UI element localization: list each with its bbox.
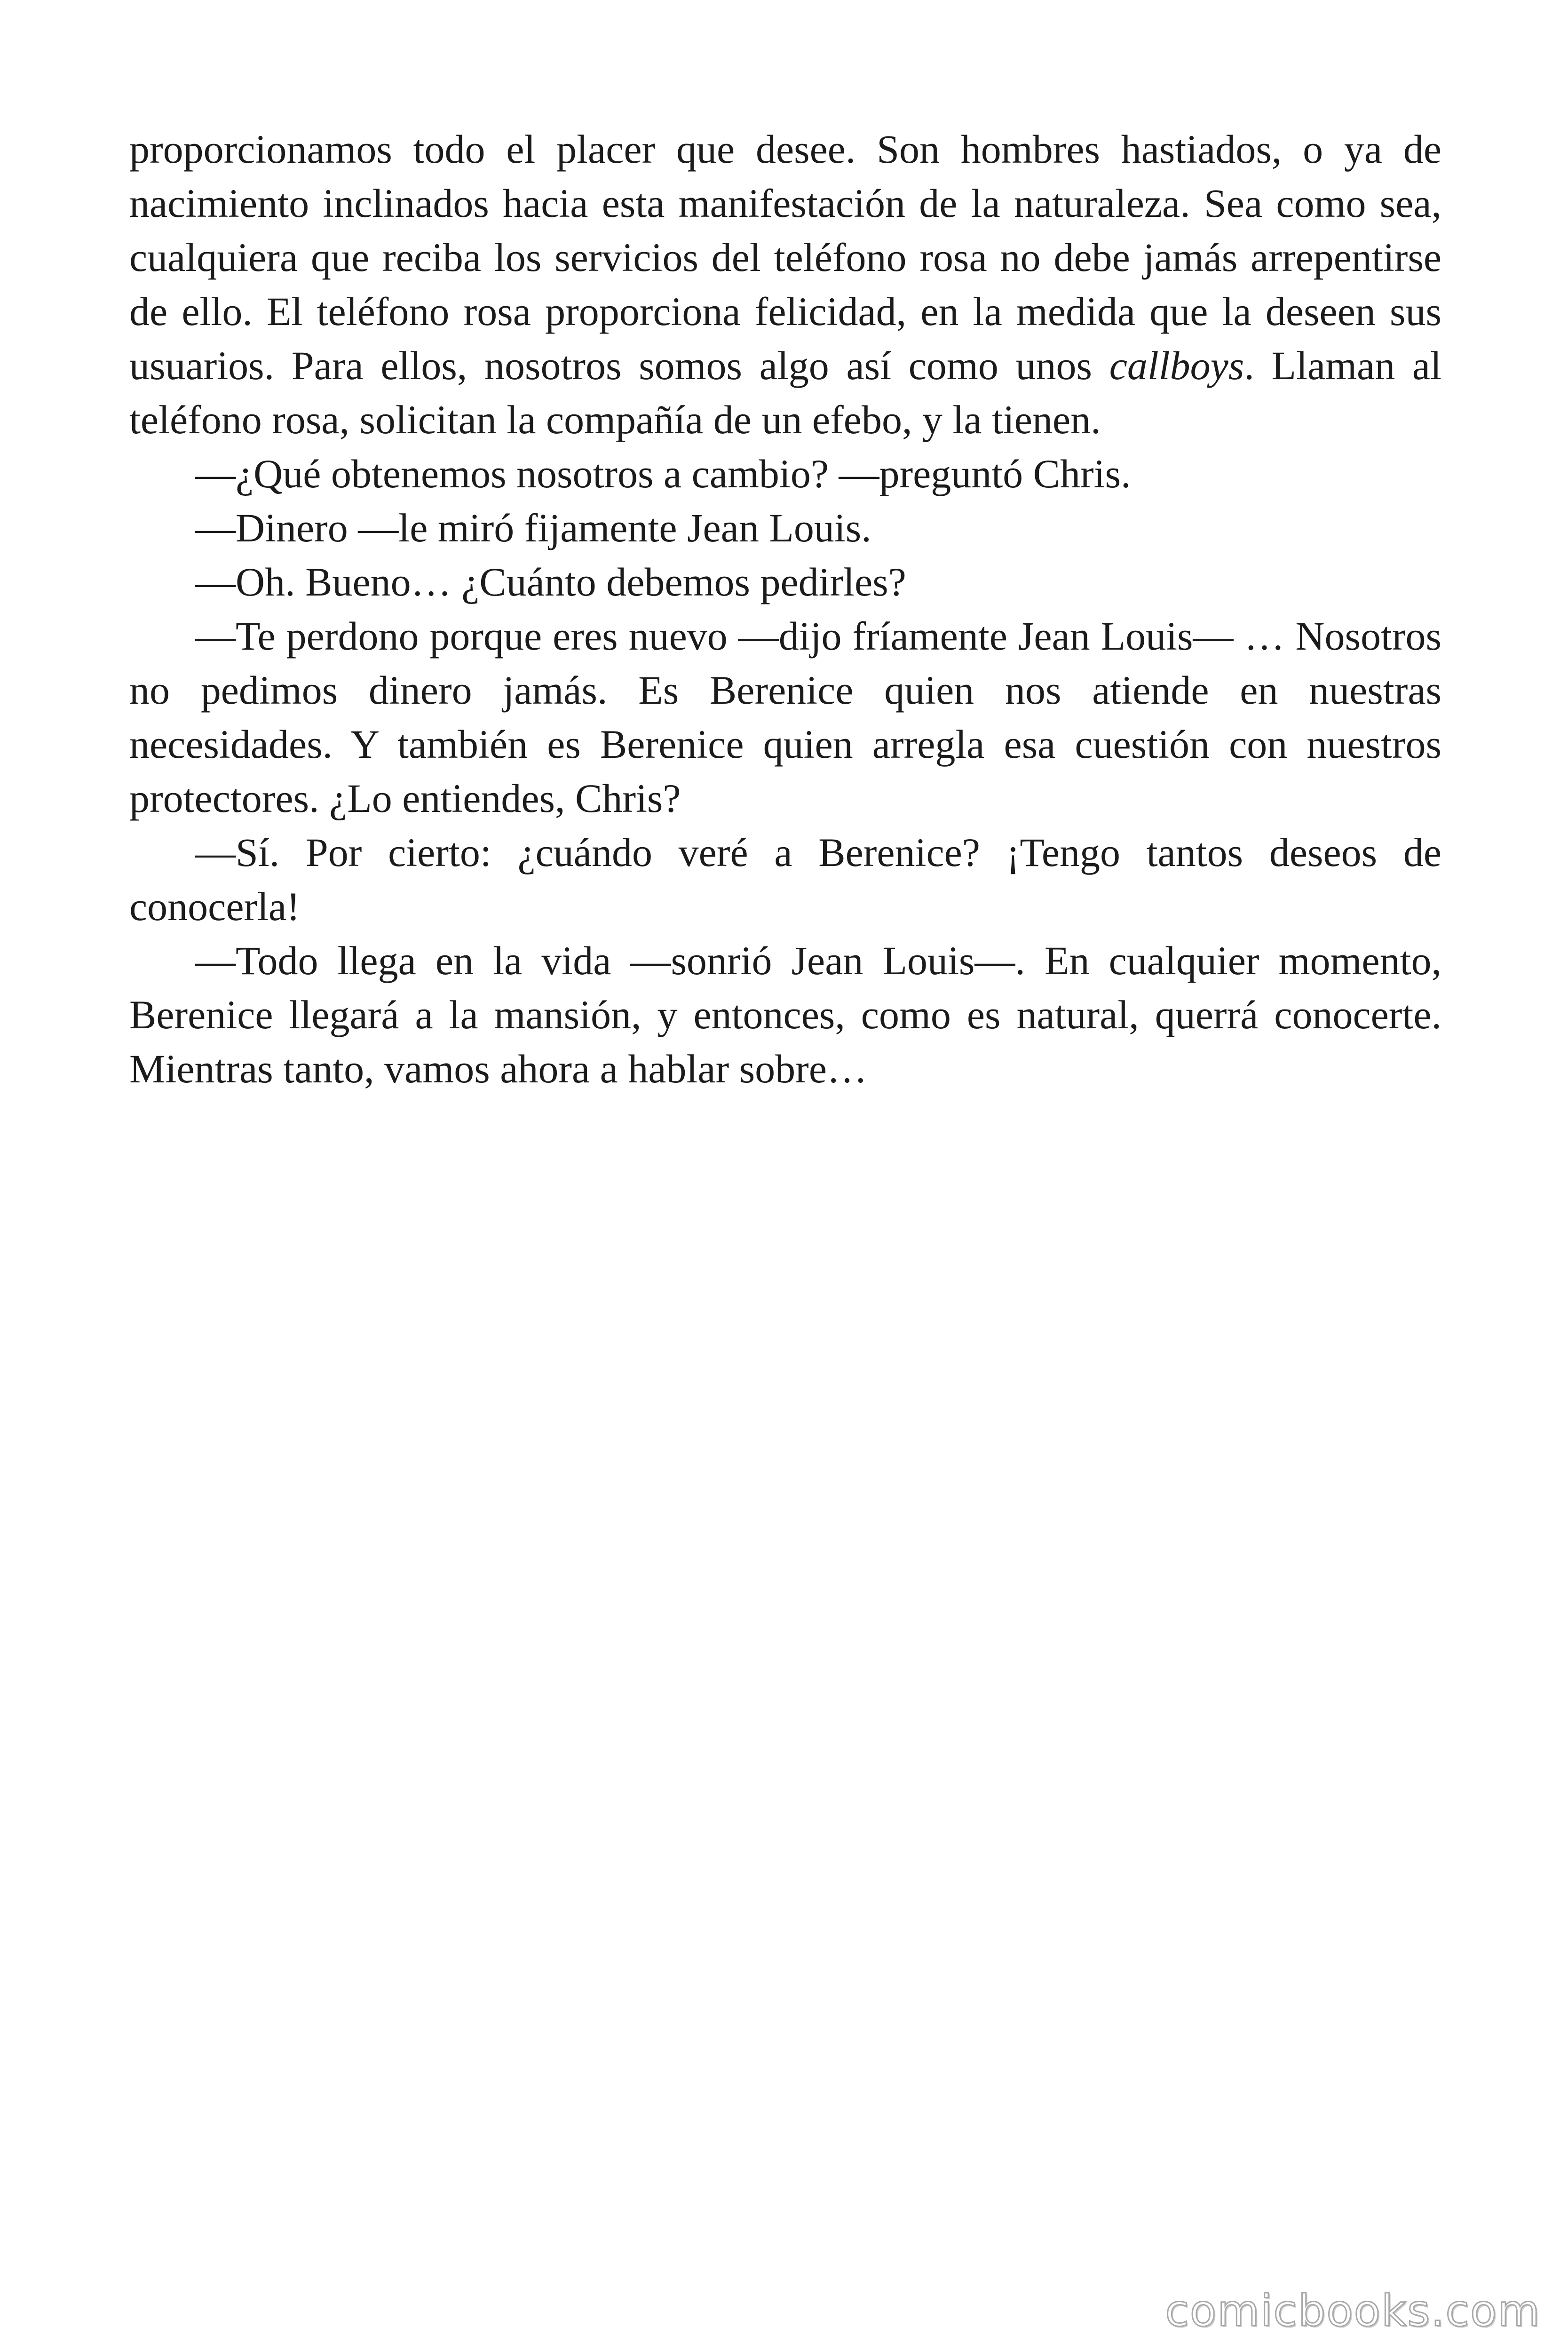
italic-term: callboys xyxy=(1109,343,1244,388)
paragraph-text: proporcionamos todo el placer que desee. Son hombres hastiados, o ya de nacimiento inclinados hacia esta manifestación de la naturaleza. Sea como sea, cualquiera que reciba los servicios del teléfono rosa no debe jamás arrepentirse de ello. El teléfono rosa proporciona felicidad, en la medida que la deseen sus usuarios. Para ellos, nosotros somos algo así como unos xyxy=(129,127,1441,388)
page-body xyxy=(129,122,1441,1096)
dialogue-paragraph: —Todo llega en la vida —sonrió Jean Louis—. En cualquier momento, Berenice llegará a la mansión, y entonces, como es natural, querrá conocerte. Mientras tanto, vamos ahora a hablar sobre… xyxy=(129,938,1441,1091)
dialogue-paragraph: —Dinero —le miró fijamente Jean Louis. xyxy=(195,505,871,550)
watermark: comicbooks.com xyxy=(1165,2286,1541,2336)
dialogue-paragraph: —Sí. Por cierto: ¿cuándo veré a Berenice? ¡Tengo tantos deseos de conocerla! xyxy=(129,830,1441,929)
dialogue-paragraph: —¿Qué obtenemos nosotros a cambio? —preguntó Chris. xyxy=(195,451,1131,496)
paragraph-text-end: . Llaman al teléfono rosa, solicitan la compañía de un efebo, y la tienen. xyxy=(129,343,1441,442)
dialogue-paragraph: —Oh. Bueno… ¿Cuánto debemos pedirles? xyxy=(195,559,906,604)
paragraph-continuation xyxy=(129,122,1441,447)
dialogue-paragraph: —Te perdono porque eres nuevo —dijo fríamente Jean Louis— … Nosotros no pedimos dinero jamás. Es Berenice quien nos atiende en nuestras necesidades. Y también es Berenice quien arregla esa cuestión con nuestros protectores. ¿Lo entiendes, Chris? xyxy=(129,613,1441,821)
